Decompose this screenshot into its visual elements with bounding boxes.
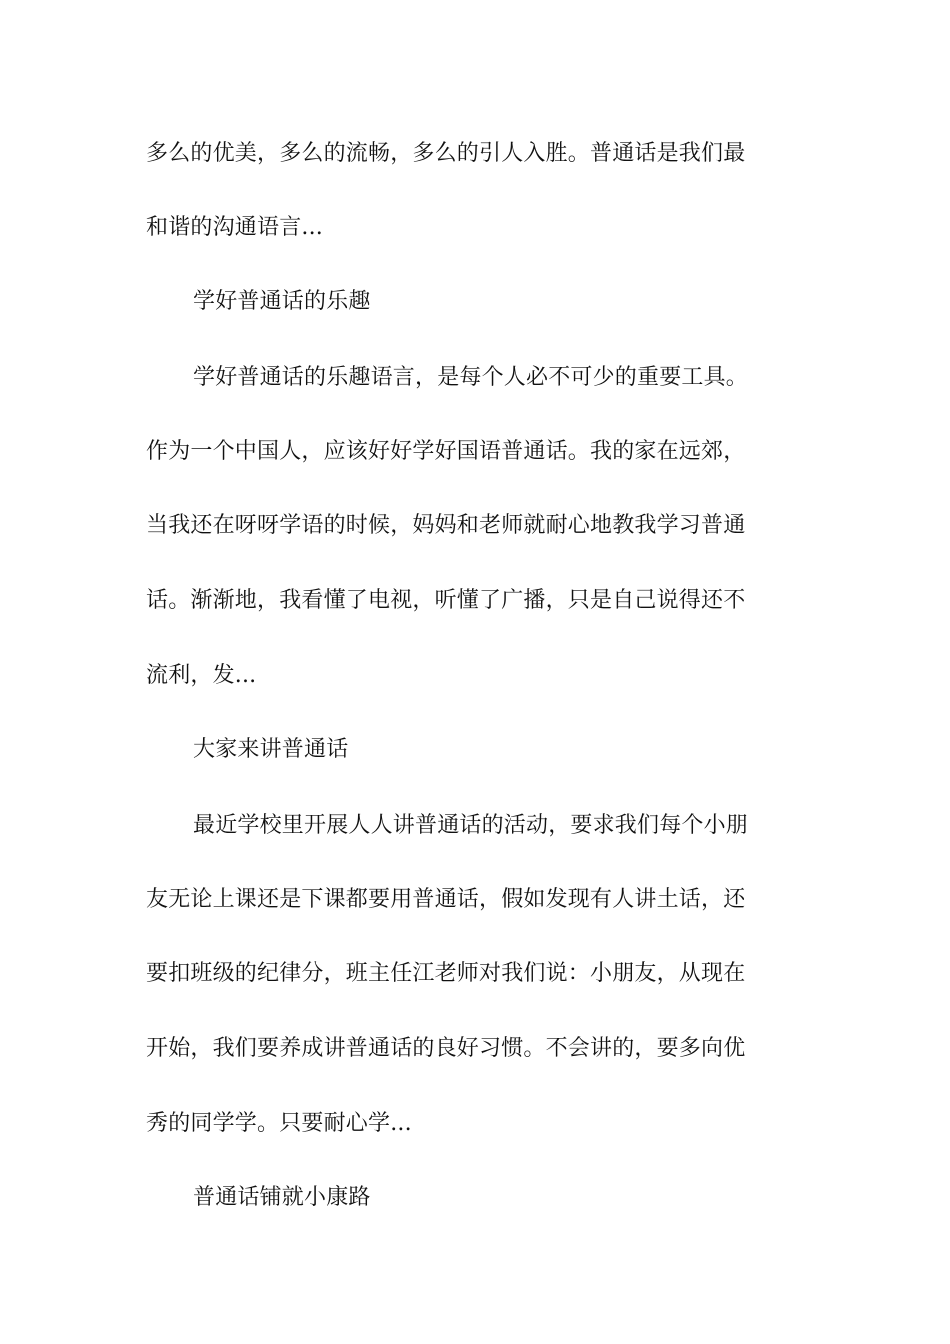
- paragraph-line: 友无论上课还是下课都要用普通话，假如发现有人讲土话，还: [146, 887, 746, 912]
- paragraph-line: 秀的同学学。只要耐心学...: [146, 1111, 412, 1136]
- paragraph-line: 学好普通话的乐趣语言，是每个人必不可少的重要工具。: [193, 365, 749, 390]
- paragraph-line: 话。渐渐地，我看懂了电视，听懂了广播，只是自己说得还不: [146, 588, 746, 613]
- section-heading: 学好普通话的乐趣: [193, 289, 371, 314]
- section-heading: 普通话铺就小康路: [193, 1185, 371, 1210]
- section-heading: 大家来讲普通话: [193, 737, 349, 762]
- paragraph-line: 多么的优美，多么的流畅，多么的引人入胜。普通话是我们最: [146, 141, 746, 166]
- paragraph-line: 和谐的沟通语言...: [146, 215, 323, 240]
- paragraph-line: 当我还在呀呀学语的时候，妈妈和老师就耐心地教我学习普通: [146, 513, 746, 538]
- paragraph-line: 作为一个中国人，应该好好学好国语普通话。我的家在远郊，: [146, 439, 746, 464]
- paragraph-line: 要扣班级的纪律分，班主任江老师对我们说：小朋友，从现在: [146, 961, 746, 986]
- paragraph-line: 开始，我们要养成讲普通话的良好习惯。不会讲的，要多向优: [146, 1036, 746, 1061]
- paragraph-line: 流利，发...: [146, 663, 257, 688]
- paragraph-line: 最近学校里开展人人讲普通话的活动，要求我们每个小朋: [193, 813, 749, 838]
